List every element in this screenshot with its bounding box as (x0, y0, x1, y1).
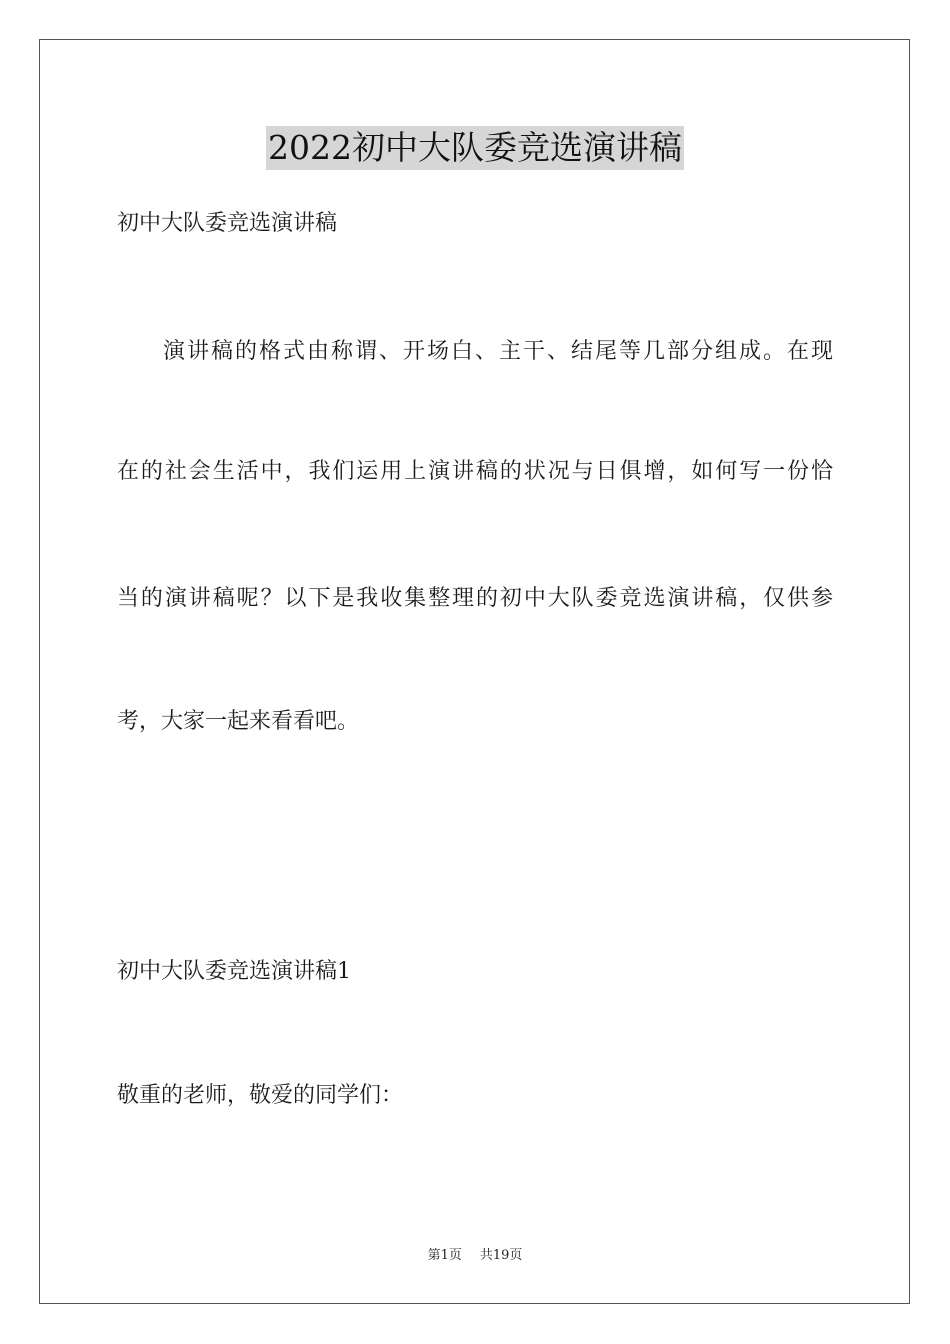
page-number: 第1页 (427, 1248, 462, 1263)
intro-line-1: 演讲稿的格式由称谓、开场白、主干、结尾等几部分组成。在现 (163, 339, 833, 364)
document-title: 2022初中大队委竞选演讲稿 (266, 126, 684, 170)
section-heading: 初中大队委竞选演讲稿1 (117, 959, 351, 984)
intro-line-3: 当的演讲稿呢？以下是我收集整理的初中大队委竞选演讲稿，仅供参 (117, 586, 833, 611)
title-container (0, 126, 950, 170)
intro-line-4: 考，大家一起来看看吧。 (117, 709, 360, 734)
document-subtitle: 初中大队委竞选演讲稿 (117, 211, 338, 236)
page-footer (0, 1247, 950, 1265)
intro-line-2: 在的社会生活中，我们运用上演讲稿的状况与日俱增，如何写一份恰 (117, 459, 833, 484)
page-total: 共19页 (479, 1248, 523, 1263)
greeting-line: 敬重的老师，敬爱的同学们： (117, 1083, 404, 1108)
